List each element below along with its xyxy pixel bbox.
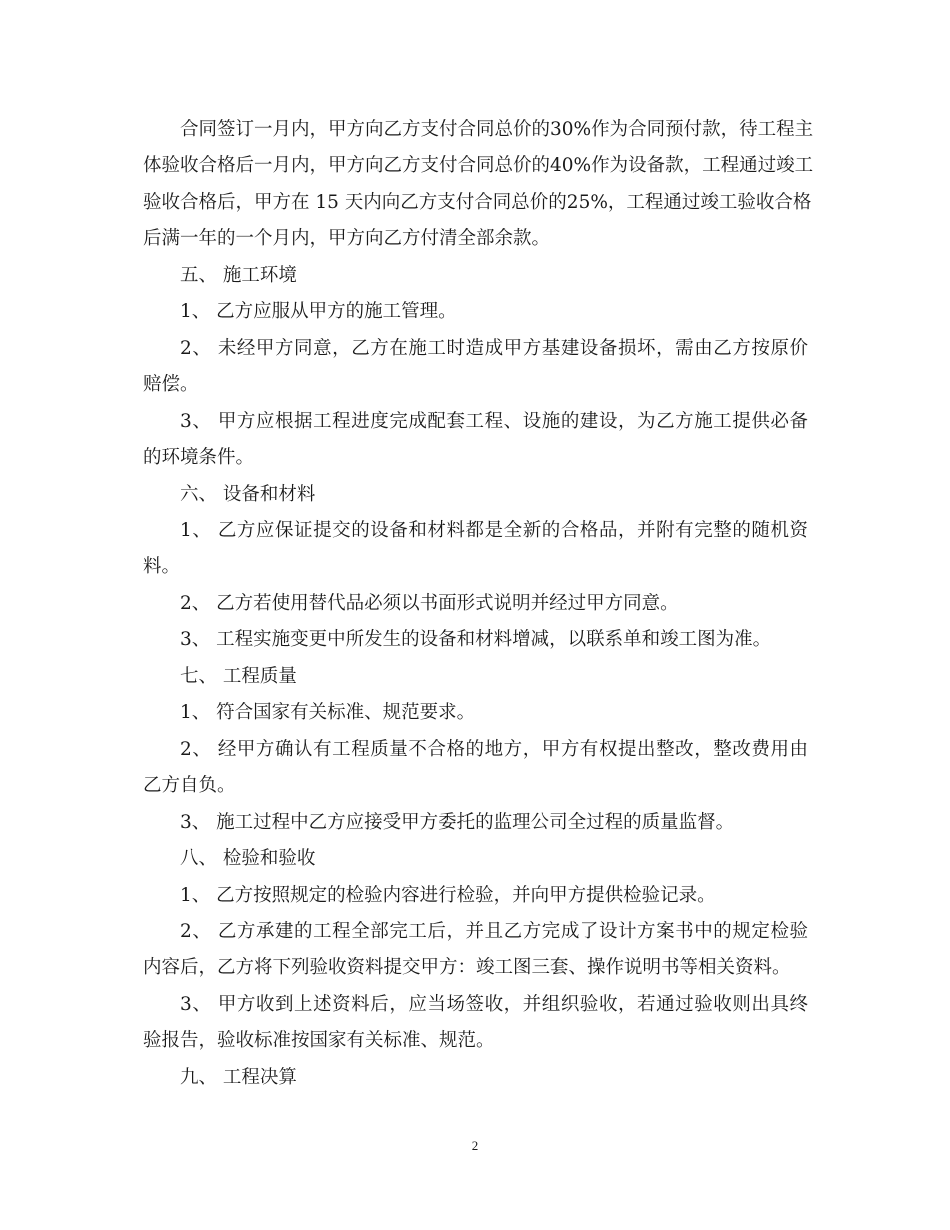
paragraph-line: 后满一年的一个月内，甲方向乙方付清全部余款。 [143, 228, 551, 250]
paragraph-line: 体验收合格后一月内，甲方向乙方支付合同总价的40%作为设备款，工程通过竣工 [143, 155, 814, 177]
section-heading [143, 258, 808, 294]
paragraph-line: 五、 施工环境 [180, 264, 297, 286]
paragraph-line: 1、 乙方按照规定的检验内容进行检验，并向甲方提供检验记录。 [180, 884, 716, 906]
clause-paragraph [143, 513, 808, 586]
clause-paragraph [143, 878, 808, 914]
paragraph-line: 内容后，乙方将下列验收资料提交甲方：竣工图三套、操作说明书等相关资料。 [143, 957, 791, 979]
clause-paragraph [143, 586, 808, 622]
clause-paragraph [143, 805, 808, 841]
clause-paragraph [143, 294, 808, 330]
clause-paragraph [143, 987, 808, 1060]
paragraph-line: 七、 工程质量 [180, 665, 297, 687]
document-body [143, 112, 814, 1096]
paragraph-line: 2、 经甲方确认有工程质量不合格的地方，甲方有权提出整改，整改费用由 [180, 738, 808, 760]
paragraph-line: 验报告，验收标准按国家有关标准、规范。 [143, 1030, 495, 1052]
section-heading [143, 1060, 808, 1096]
clause-paragraph [143, 404, 808, 477]
paragraph-line: 2、 乙方承建的工程全部完工后，并且乙方完成了设计方案书中的规定检验 [180, 920, 808, 942]
paragraph-line: 3、 工程实施变更中所发生的设备和材料增减，以联系单和竣工图为准。 [180, 629, 772, 651]
clause-paragraph [143, 622, 808, 658]
paragraph-line: 3、 甲方收到上述资料后，应当场签收，并组织验收，若通过验收则出具终 [180, 993, 808, 1015]
body-paragraph [143, 112, 814, 258]
paragraph-line: 合同签订一月内，甲方向乙方支付合同总价的30%作为合同预付款，待工程主 [180, 119, 814, 140]
paragraph-line: 八、 检验和验收 [180, 848, 316, 870]
paragraph-line: 1、 乙方应保证提交的设备和材料都是全新的合格品，并附有完整的随机资 [180, 519, 808, 541]
section-heading [143, 841, 808, 877]
clause-paragraph [143, 732, 808, 805]
paragraph-line: 六、 设备和材料 [180, 483, 316, 505]
paragraph-line: 1、 符合国家有关标准、规范要求。 [180, 702, 476, 724]
clause-paragraph [143, 331, 808, 404]
clause-paragraph [143, 914, 808, 987]
paragraph-line: 1、 乙方应服从甲方的施工管理。 [180, 301, 457, 323]
section-heading [143, 477, 808, 513]
page-number: 2 [471, 1138, 479, 1153]
clause-paragraph [143, 695, 808, 731]
paragraph-line: 的环境条件。 [143, 447, 255, 469]
paragraph-line: 验收合格后，甲方在 15 天内向乙方支付合同总价的25%，工程通过竣工验收合格 [143, 191, 812, 213]
paragraph-line: 料。 [143, 556, 181, 578]
paragraph-line: 2、 乙方若使用替代品必须以书面形式说明并经过甲方同意。 [180, 592, 679, 614]
paragraph-line: 3、 施工过程中乙方应接受甲方委托的监理公司全过程的质量监督。 [180, 811, 735, 833]
paragraph-line: 3、 甲方应根据工程进度完成配套工程、设施的建设，为乙方施工提供必备 [180, 410, 808, 432]
section-heading [143, 659, 808, 695]
paragraph-line: 九、 工程决算 [180, 1066, 297, 1088]
paragraph-line: 乙方自负。 [143, 775, 236, 797]
paragraph-line: 2、 未经甲方同意，乙方在施工时造成甲方基建设备损坏，需由乙方按原价 [180, 337, 808, 359]
paragraph-line: 赔偿。 [143, 374, 199, 396]
